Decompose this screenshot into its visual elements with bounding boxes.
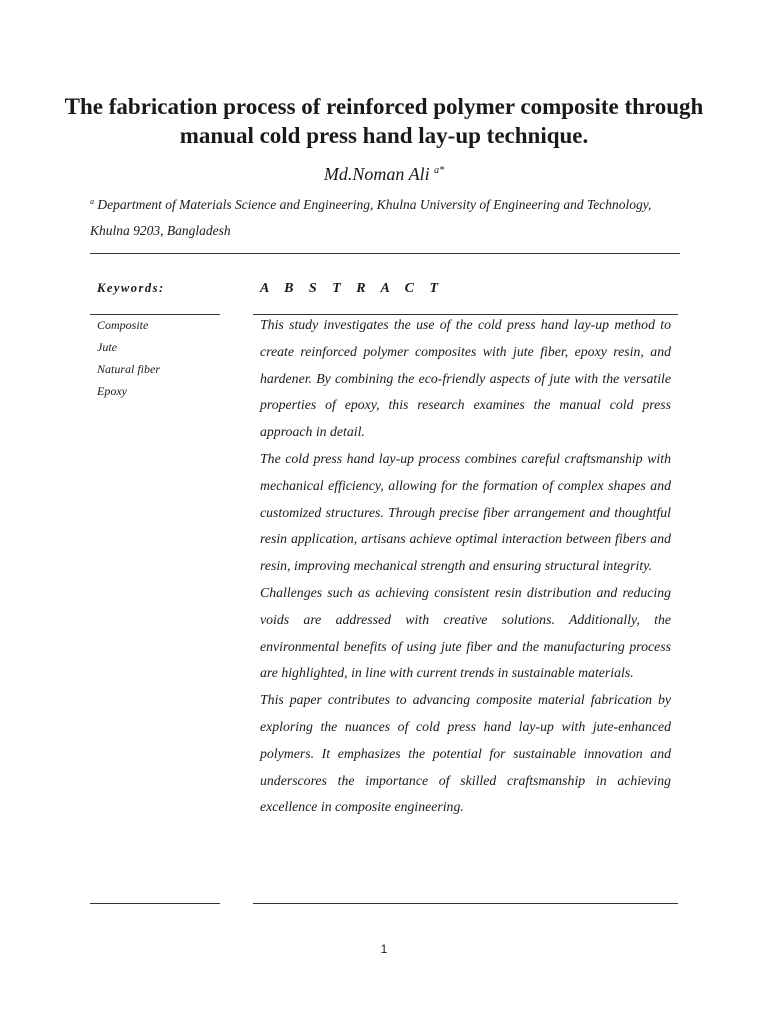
- header-divider: [90, 253, 680, 254]
- page-number: 1: [380, 942, 388, 956]
- author-superscript: a*: [434, 165, 445, 176]
- author-name: Md.Noman Ali: [323, 164, 430, 184]
- abstract-body: [260, 312, 671, 821]
- keyword-item: Jute: [97, 340, 117, 354]
- keywords-list: [97, 314, 160, 402]
- keyword-item: Composite: [97, 318, 149, 332]
- abstract-paragraph: The cold press hand lay-up process combines careful craftsmanship with mechanical efficiency, allowing for the formation of complex shapes and customized structures. Through precise fiber arrangement and thoughtful resin application, artisans achieve optimal interaction between fibers and resin, improving mechanical strength and ensuring structural integrity.: [260, 450, 671, 574]
- affiliation-text: Department of Materials Science and Engineering, Khulna University of Engineering and Technology, Khulna 9203, Bangladesh: [90, 197, 652, 238]
- keyword-item: Epoxy: [97, 384, 127, 398]
- keyword-item: Natural fiber: [97, 362, 161, 376]
- abstract-paragraph: This paper contributes to advancing composite material fabrication by exploring the nuances of cold press hand lay-up with jute-enhanced polymers. It emphasizes the potential for sustainable innovation and underscores the importance of skilled craftsmanship in achieving excellence in composite engineering.: [260, 692, 671, 815]
- abstract-paragraph: Challenges such as achieving consistent resin distribution and reducing voids are addressed with creative solutions. Additionally, the environmental benefits of using jute fiber and the manufacturing process are highlighted, in line with current trends in sustainable materials.: [260, 584, 671, 681]
- paper-title: The fabrication process of reinforced polymer composite through manual cold press hand lay-up technique.: [64, 94, 704, 148]
- abstract-paragraph: This study investigates the use of the cold press hand lay-up method to create reinforced polymer composites with jute fiber, epoxy resin, and hardener. By combining the eco-friendly aspects of jute with the versatile properties of epoxy, this research examines the manual cold press approach in detail.: [260, 317, 671, 440]
- keywords-bottom-rule: [90, 903, 220, 904]
- affiliation: [90, 189, 680, 244]
- affiliation-superscript: a: [90, 197, 94, 206]
- abstract-heading: A B S T R A C T: [260, 281, 445, 296]
- author-line: [0, 159, 768, 186]
- abstract-bottom-rule: [253, 903, 678, 904]
- keywords-heading: Keywords:: [97, 281, 165, 295]
